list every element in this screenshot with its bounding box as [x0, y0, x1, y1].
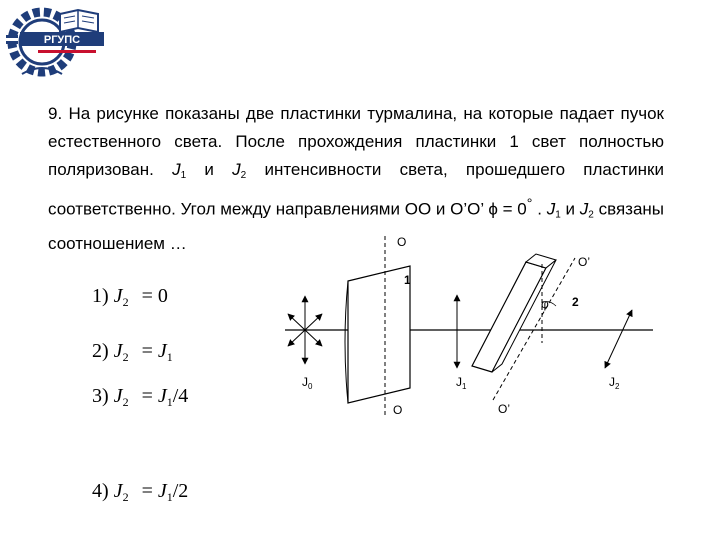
answer-number: 3) [92, 385, 109, 407]
answer-lhs-sub: 2 [122, 350, 129, 364]
answer-rhs: = 0 [141, 285, 168, 307]
var-j2: J [232, 160, 241, 179]
label-j0: $J_0$ [302, 375, 313, 391]
degree-sign: ° [526, 196, 533, 212]
label-o-bottom: O [393, 403, 403, 417]
rgups-logo [2, 2, 110, 84]
label-plate-2: 2 [572, 295, 579, 309]
polarized-light-j2-arrow [605, 310, 632, 368]
answer-lhs-sub: 2 [122, 490, 129, 504]
book-icon [60, 10, 98, 32]
answer-equals: = [141, 480, 153, 502]
period: . [537, 199, 542, 219]
answer-rhs-var: J [157, 340, 167, 362]
var-j2-sub: 2 [240, 170, 247, 181]
answer-rhs-post: /4 [172, 385, 189, 407]
logo-text: РГУПС [43, 34, 81, 46]
answer-rhs-sub: 1 [166, 350, 173, 364]
label-j2: $J_2$ [609, 375, 620, 391]
answer-rhs-sub: 1 [166, 490, 173, 504]
label-o-top: O [397, 235, 407, 249]
var-j1: J [172, 160, 181, 179]
label-o2-bottom: O’ [498, 402, 510, 416]
answer-lhs-sub: 2 [122, 295, 129, 309]
answer-option-4[interactable] [92, 480, 188, 505]
answer-rhs-post: /2 [172, 480, 189, 502]
tourmaline-plate-1 [345, 266, 410, 403]
answer-equals: = [141, 340, 153, 362]
answer-option-3[interactable] [92, 385, 188, 410]
var-j2-b: J [579, 199, 589, 219]
answer-lhs: J [113, 480, 123, 502]
answer-number: 2) [92, 340, 109, 362]
answer-lhs: J [113, 385, 123, 407]
problem-text-part2: интенсивности света, прошедшего пластинки соответственно. Угол между направлениями ОО и О’О’ [48, 160, 664, 219]
polarizer-diagram [280, 228, 660, 428]
var-j1-b-sub: 1 [555, 209, 561, 221]
angle-value: ϕ = 0 [488, 199, 527, 219]
label-plate-1: 1 [404, 273, 411, 287]
conj-and: и [204, 160, 214, 179]
var-j1-sub: 1 [180, 170, 187, 181]
answer-lhs: J [113, 285, 123, 307]
answer-lhs-sub: 2 [122, 395, 129, 409]
answer-option-1[interactable] [92, 285, 168, 310]
answer-rhs-sub: 1 [166, 395, 173, 409]
var-j2-b-sub: 2 [588, 209, 594, 221]
problem-number: 9. [48, 104, 63, 123]
label-phi: φ [541, 297, 549, 311]
answer-option-2[interactable] [92, 340, 173, 365]
label-o2-top: O’ [578, 255, 590, 269]
answer-rhs-var: J [157, 480, 167, 502]
label-j1: $J_1$ [456, 375, 467, 391]
conj-and-b: и [565, 199, 576, 219]
answer-lhs: J [113, 340, 123, 362]
var-j1-b: J [546, 199, 556, 219]
answer-equals: = [141, 385, 153, 407]
problem-text-part1: На рисунке показаны две пластинки турмалина, на которые падает пучок естественного света. После прохождения пластинки 1 свет полностью поляризован. [48, 104, 664, 179]
answer-rhs-var: J [157, 385, 167, 407]
answer-number: 1) [92, 285, 109, 307]
problem-text-part3: связаны соотношением … [48, 199, 665, 253]
answer-number: 4) [92, 480, 109, 502]
